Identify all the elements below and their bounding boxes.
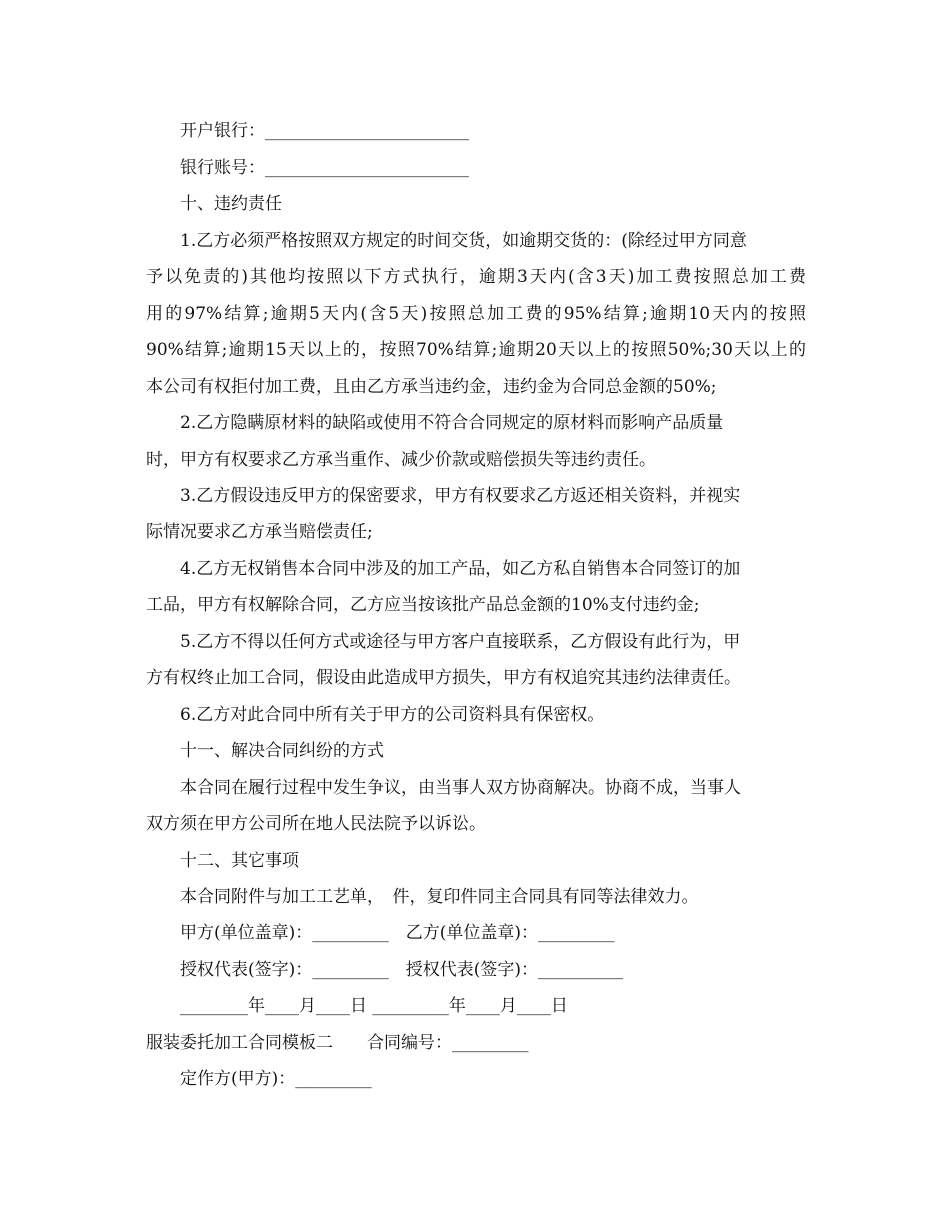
clause-1-line-1: 1.乙方必须严格按照双方规定的时间交货，如逾期交货的：(除经过甲方同意 bbox=[180, 231, 747, 251]
section-heading-other: 十二、其它事项 bbox=[180, 851, 299, 871]
clause-5-line-1: 5.乙方不得以任何方式或途径与甲方客户直接联系，乙方假设有此行为，甲 bbox=[180, 632, 741, 652]
dispute-line-1: 本合同在履行过程中发生争议，由当事人双方协商解决。协商不成，当事人 bbox=[180, 778, 741, 798]
clause-5-line-2: 方有权终止加工合同，假设由此造成甲方损失，甲方有权追究其违约法律责任。 bbox=[146, 668, 741, 688]
clause-1-line-5: 本公司有权拒付加工费，且由乙方承当违约金，违约金为合同总金额的50%; bbox=[146, 377, 717, 397]
signature-date-line: ________年____月____日 _________年____月____日 bbox=[180, 996, 568, 1016]
section-heading-dispute: 十一、解决合同纠纷的方式 bbox=[180, 741, 384, 761]
clause-3-line-2: 际情况要求乙方承当赔偿责任; bbox=[146, 522, 373, 542]
clause-2-line-2: 时，甲方有权要求乙方承当重作、减少价款或赔偿损失等违约责任。 bbox=[146, 450, 656, 470]
clause-6-line-1: 6.乙方对此合同中所有关于甲方的公司资料具有保密权。 bbox=[180, 705, 605, 725]
clause-3-line-1: 3.乙方假设违反甲方的保密要求，甲方有权要求乙方返还相关资料，并视实 bbox=[180, 486, 741, 506]
dispute-line-2: 双方须在甲方公司所在地人民法院予以诉讼。 bbox=[146, 814, 486, 834]
clause-4-line-2: 工品，甲方有权解除合同，乙方应当按该批产品总金额的10%支付违约金; bbox=[146, 595, 700, 615]
clause-1-line-3: 用的97%结算;逾期5天内(含5天)按照总加工费的95%结算;逾期10天内的按照 bbox=[146, 304, 806, 324]
clause-2-line-1: 2.乙方隐瞒原材料的缺陷或使用不符合合同规定的原材料而影响产品质量 bbox=[180, 413, 724, 433]
orderer-party-line: 定作方(甲方)：_________ bbox=[180, 1069, 372, 1089]
clause-1-line-2: 予以免责的)其他均按照以下方式执行，逾期3天内(含3天)加工费按照总加工费 bbox=[146, 267, 806, 287]
clause-4-line-1: 4.乙方无权销售本合同中涉及的加工产品，如乙方私自销售本合同签订的加 bbox=[180, 559, 741, 579]
template-two-title-line: 服装委托加工合同模板二 合同编号：_________ bbox=[146, 1033, 529, 1053]
clause-1-line-4: 90%结算;逾期15天以上的，按照70%结算;逾期20天以上的按照50%;30天以上的 bbox=[146, 340, 806, 360]
other-line-1: 本合同附件与加工工艺单， 件，复印件同主合同具有同等法律效力。 bbox=[180, 887, 699, 907]
signature-seal-line: 甲方(单位盖章)：_________ 乙方(单位盖章)：_________ bbox=[180, 923, 615, 943]
signature-rep-line: 授权代表(签字)：_________ 授权代表(签字)：__________ bbox=[180, 960, 624, 980]
section-heading-breach: 十、违约责任 bbox=[180, 194, 282, 214]
bank-account-line: 银行账号：________________________ bbox=[180, 158, 469, 178]
bank-name-line: 开户银行：________________________ bbox=[180, 121, 469, 141]
